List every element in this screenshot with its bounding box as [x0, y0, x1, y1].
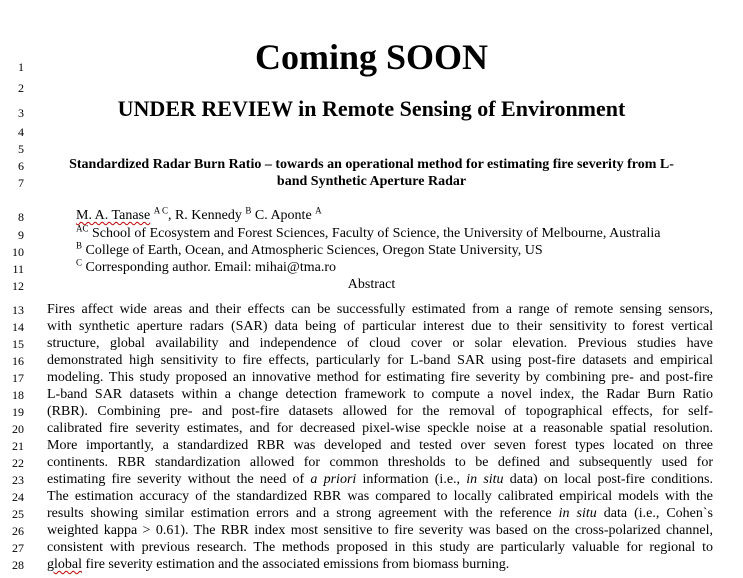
affiliation-text: Corresponding author. Email: mihai@tma.ro — [82, 260, 336, 275]
author-affiliation-mark: A — [315, 205, 322, 216]
line-number: 14 — [12, 320, 24, 334]
line-number: 27 — [12, 541, 24, 555]
abstract-line: Fires affect wide areas and their effects can be successfully estimated from a range of remote sensing sensors, — [47, 302, 713, 317]
abstract-line: The estimation accuracy of the standardized RBR was compared to locally calibrated empirical models with the — [47, 489, 713, 504]
abstract-text: data) on local post-fire conditions. — [503, 472, 713, 487]
line-number: 21 — [12, 439, 24, 453]
author-name: , R. Kennedy — [167, 208, 242, 223]
line-number: 11 — [12, 262, 24, 276]
abstract-text: estimating fire severity without the need of — [47, 472, 311, 487]
abstract-line: consistent with previous research. The methods proposed in this study are particularly valuable for regional to — [47, 540, 713, 555]
abstract-italic: a priori — [310, 472, 357, 487]
line-number: 12 — [12, 279, 24, 293]
author-name: C. Aponte — [251, 208, 312, 223]
affiliation-text: School of Ecosystem and Forest Sciences, Faculty of Science, the University of Melbourne, Australia — [88, 226, 661, 241]
abstract-line — [47, 471, 713, 488]
author-affiliation-mark: B — [245, 205, 252, 216]
line-number: 15 — [12, 337, 24, 351]
abstract-line: More importantly, a standardized RBR was developed and tested over seven forest types located on three — [47, 438, 713, 453]
line-number: 10 — [12, 245, 24, 259]
paper-title-line-2: band Synthetic Aperture Radar — [276, 174, 467, 189]
line-number: 22 — [12, 456, 24, 470]
line-number: 19 — [12, 405, 24, 419]
line-number: 28 — [12, 558, 24, 572]
under-review-heading: UNDER REVIEW in Remote Sensing of Environment — [117, 96, 626, 121]
affiliation-mark: B — [76, 240, 83, 251]
abstract-line — [47, 556, 713, 573]
line-number: 26 — [12, 524, 24, 538]
affiliation-3 — [76, 257, 336, 276]
abstract-italic: in situ — [558, 506, 597, 521]
abstract-line: with synthetic aperture radars (SAR) data being of particular interest due to their sensitivity to forest vertical — [47, 319, 713, 334]
line-number: 2 — [18, 81, 24, 95]
abstract-line — [47, 505, 713, 522]
line-number: 7 — [18, 176, 24, 190]
line-number: 4 — [18, 125, 24, 139]
author-affiliation-mark: A C — [153, 205, 168, 216]
abstract-line: structure, global availability and independence of cloud cover or solar elevation. Previous studies have — [47, 336, 713, 351]
abstract-line: weighted kappa > 0.61). The RBR index most sensitive to fire severity was based on the cross-polarized channel, — [47, 523, 713, 538]
affiliation-mark: C — [76, 257, 83, 268]
coming-soon-heading: Coming SOON — [254, 37, 489, 77]
affiliation-mark: AC — [76, 223, 89, 234]
abstract-text: data (i.e., Cohen`s — [596, 506, 713, 521]
abstract-line: modeling. This study proposed an innovative method for estimating fire severity by combining pre- and post-fire — [47, 370, 713, 385]
affiliation-text: College of Earth, Ocean, and Atmospheric Sciences, Oregon State University, US — [82, 243, 543, 258]
line-number: 13 — [12, 303, 24, 317]
abstract-italic: in situ — [466, 472, 504, 487]
line-number: 18 — [12, 388, 24, 402]
affiliation-2 — [76, 240, 543, 259]
authors-line — [76, 205, 322, 224]
line-number: 16 — [12, 354, 24, 368]
paper-title-line-1: Standardized Radar Burn Ratio – towards an operational method for estimating fire severity from L- — [69, 157, 674, 172]
affiliation-1 — [76, 223, 661, 242]
line-number: 1 — [18, 60, 24, 74]
abstract-text: information (i.e., — [356, 472, 467, 487]
line-number: 5 — [18, 142, 24, 156]
abstract-text: fire severity estimation and the associated emissions from biomass burning. — [82, 557, 510, 572]
line-number: 24 — [12, 490, 24, 504]
abstract-line: calibrated fire severity estimates, and for decreased pixel-wise speckle noise at a reasonable spatial resolution. — [47, 421, 713, 436]
line-number: 25 — [12, 507, 24, 521]
line-number: 6 — [18, 159, 24, 173]
line-number: 3 — [18, 106, 24, 120]
abstract-text: global — [47, 557, 82, 572]
abstract-text: results showing similar estimation errors and a strong agreement with the reference — [47, 506, 559, 521]
abstract-line: continents. RBR standardization allowed for common thresholds to be defined and subsequently used for — [47, 455, 713, 470]
line-number: 23 — [12, 473, 24, 487]
abstract-line: demonstrated high sensitivity to fire effects, particularly for L-band SAR using post-fire datasets and empirical — [47, 353, 713, 368]
abstract-line: L-band SAR datasets within a change detection framework to compute a novel index, the Radar Burn Ratio — [47, 387, 713, 402]
line-number: 20 — [12, 422, 24, 436]
abstract-line: (RBR). Combining pre- and post-fire datasets allowed for the removal of topographical effects, for self- — [47, 404, 713, 419]
abstract-heading: Abstract — [347, 277, 396, 292]
line-number: 17 — [12, 371, 24, 385]
author-name: M. A. Tanase — [76, 208, 151, 223]
line-number: 9 — [18, 228, 24, 242]
line-number: 8 — [18, 210, 24, 224]
